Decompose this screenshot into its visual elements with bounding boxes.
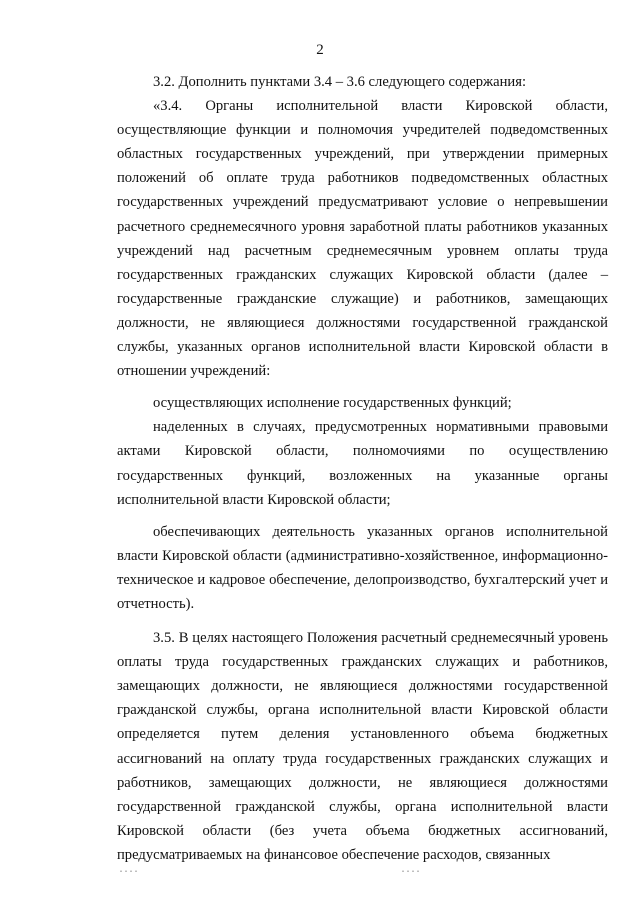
footer-mark-right: .... [400,864,421,875]
paragraph-3-2: 3.2. Дополнить пунктами 3.4 – 3.6 следующего содержания: [153,74,527,90]
paragraph-3-4-item-1: осуществляющих исполнение государственных функций; [153,395,512,412]
paragraph-3-4: «3.4. Органы исполнительной власти Кировской области, осуществляющие функции и полномочия учредителей подведомственных областных государственных учреждений, при утверждении примерных положений об оплате труда работников подведомственных областных государственных учреждений предусматривают условие о непревышении расчетного среднемесячного уровня заработной платы работников указанных учреждений над расчетным среднемесячным уровнем оплаты труда государственных гражданских служащих Кировской области (далее – государственные гражданские служащие) и работников, замещающих должности, не являющиеся должностями государственной гражданской службы, указанных органов исполнительной власти Кировской области в отношении учреждений: [117,98,608,380]
document-body [117,70,608,867]
paragraph-3-4-item-2: наделенных в случаях, предусмотренных нормативными правовыми актами Кировской области, полномочиями по осуществлению государственных функций, возложенных на указанные органы исполнительной власти Кировской области; [117,419,608,508]
page-number: 2 [316,42,324,58]
paragraph-3-4-item-3: обеспечивающих деятельность указанных органов исполнительной власти Кировской области (административно-хозяйственное, информационно-техническое и кадровое обеспечение, делопроизводство, бухгалтерский учет и отчетность). [117,523,608,612]
paragraph-3-5: 3.5. В целях настоящего Положения расчетный среднемесячный уровень оплаты труда государственных гражданских служащих и работников, замещающих должности, не являющиеся должностями государственной гражданской службы, органа исполнительной власти Кировской области определяется путем деления установленного объема бюджетных ассигнований на оплату труда государственных гражданских служащих и работников, замещающих должности, не являющиеся должностями государственной гражданской службы, органа исполнительной власти Кировской области (без учета объема бюджетных ассигнований, предусматриваемых на финансовое обеспечение расходов, связанных [117,630,608,863]
footer-mark-left: .... [118,864,139,875]
